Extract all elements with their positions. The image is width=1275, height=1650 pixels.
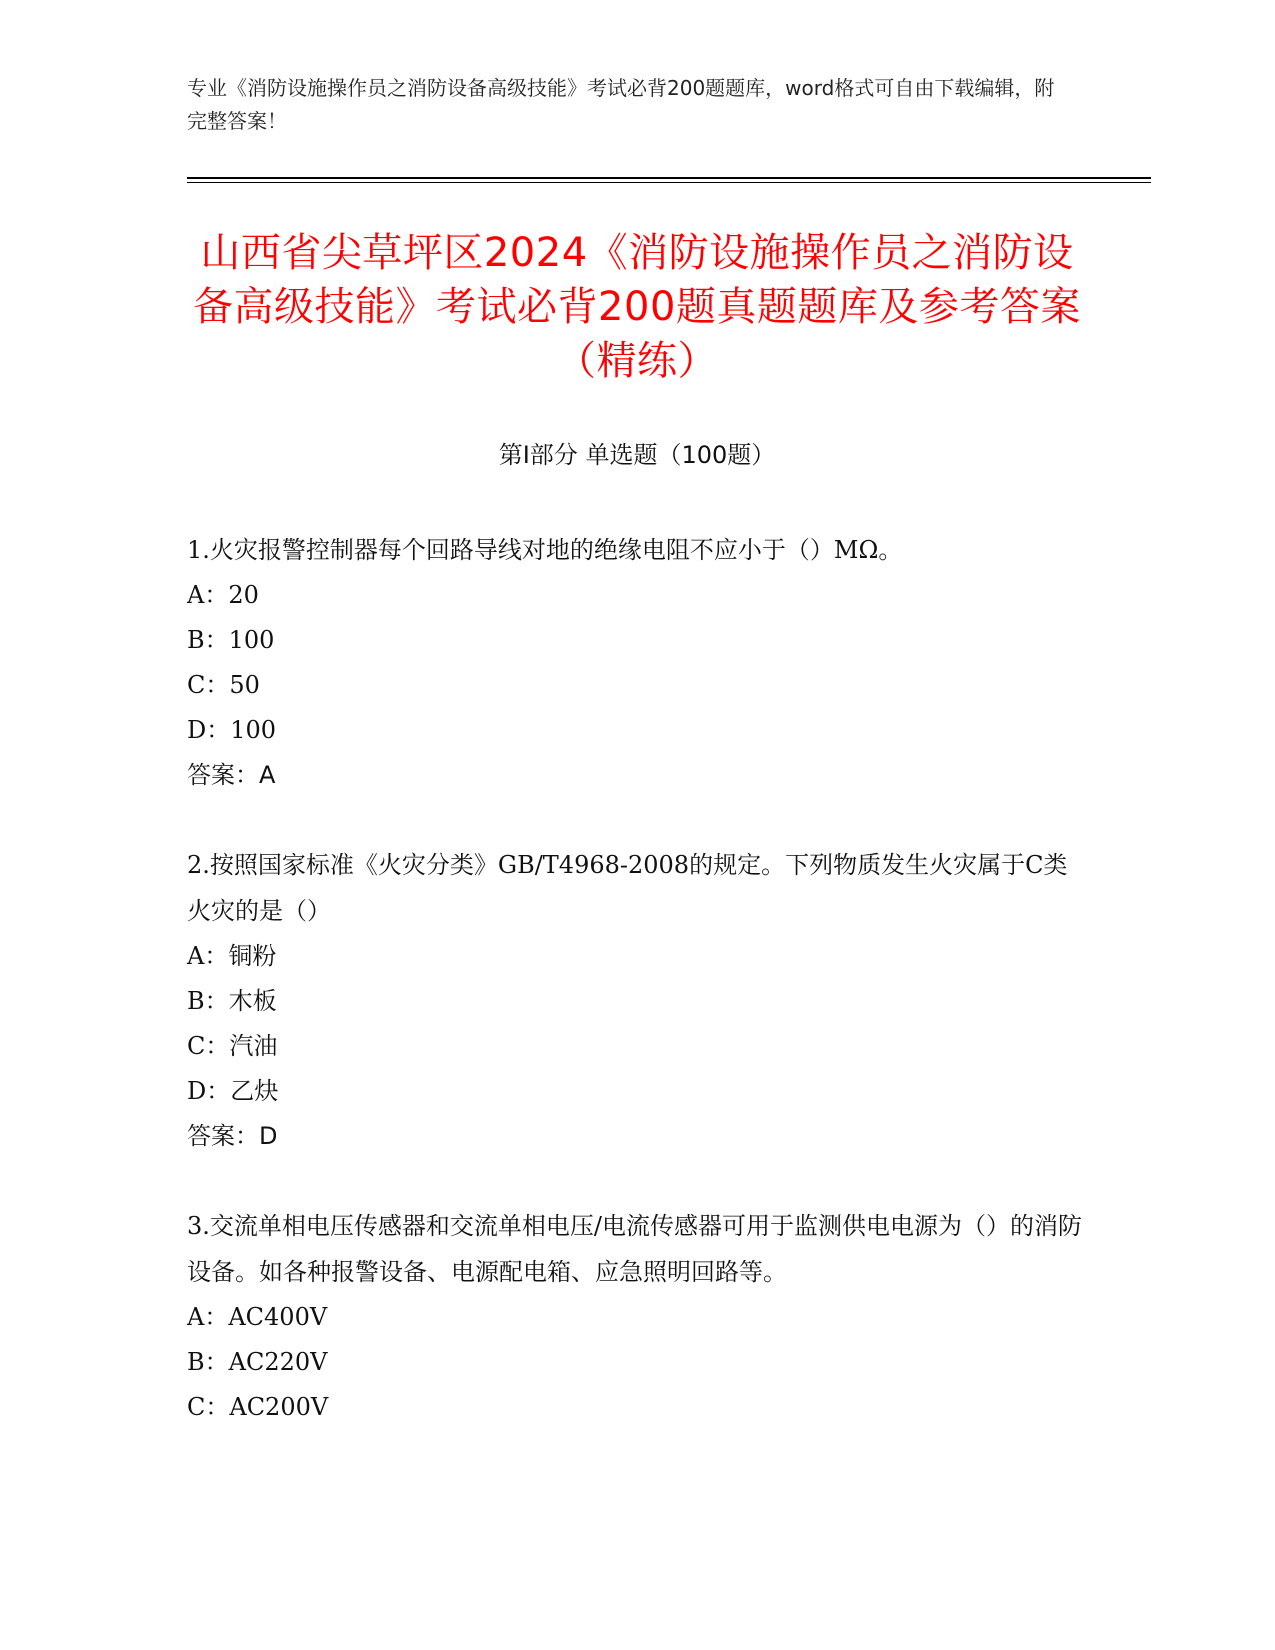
option-c: C：50 bbox=[187, 671, 260, 699]
header-rule-thin bbox=[187, 182, 1151, 183]
option-a: A：20 bbox=[187, 581, 259, 609]
section-title: 第I部分 单选题（100题） bbox=[498, 441, 776, 469]
option-d: D：乙炔 bbox=[187, 1077, 279, 1105]
header-rule-thick bbox=[187, 177, 1151, 179]
question-3 bbox=[187, 1203, 1087, 1430]
question-stem: 3.交流单相电压传感器和交流单相电压/电流传感器可用于监测供电电源为（）的消防设备。如各种报警设备、电源配电箱、应急照明回路等。 bbox=[187, 1212, 1082, 1286]
option-c: C：汽油 bbox=[187, 1032, 278, 1060]
option-b: B：100 bbox=[187, 626, 275, 654]
answer: 答案：D bbox=[187, 1122, 278, 1150]
question-1 bbox=[187, 527, 1087, 798]
option-a: A：铜粉 bbox=[187, 942, 277, 970]
document-title: 山西省尖草坪区2024《消防设施操作员之消防设备高级技能》考试必背200题真题题库及参考答案（精练） bbox=[193, 230, 1081, 384]
answer: 答案：A bbox=[187, 761, 276, 789]
option-a: A：AC400V bbox=[187, 1303, 328, 1331]
option-c: C：AC200V bbox=[187, 1393, 329, 1421]
question-stem: 2.按照国家标准《火灾分类》GB/T4968-2008的规定。下列物质发生火灾属于C类火灾的是（） bbox=[187, 851, 1068, 925]
question-2 bbox=[187, 842, 1087, 1159]
option-b: B：AC220V bbox=[187, 1348, 328, 1376]
question-list bbox=[187, 527, 1087, 1474]
header-note: 专业《消防设施操作员之消防设备高级技能》考试必背200题题库，word格式可自由下载编辑，附完整答案！ bbox=[187, 76, 1055, 133]
question-stem: 1.火灾报警控制器每个回路导线对地的绝缘电阻不应小于（）MΩ。 bbox=[187, 536, 903, 564]
option-b: B：木板 bbox=[187, 987, 277, 1015]
option-d: D：100 bbox=[187, 716, 277, 744]
